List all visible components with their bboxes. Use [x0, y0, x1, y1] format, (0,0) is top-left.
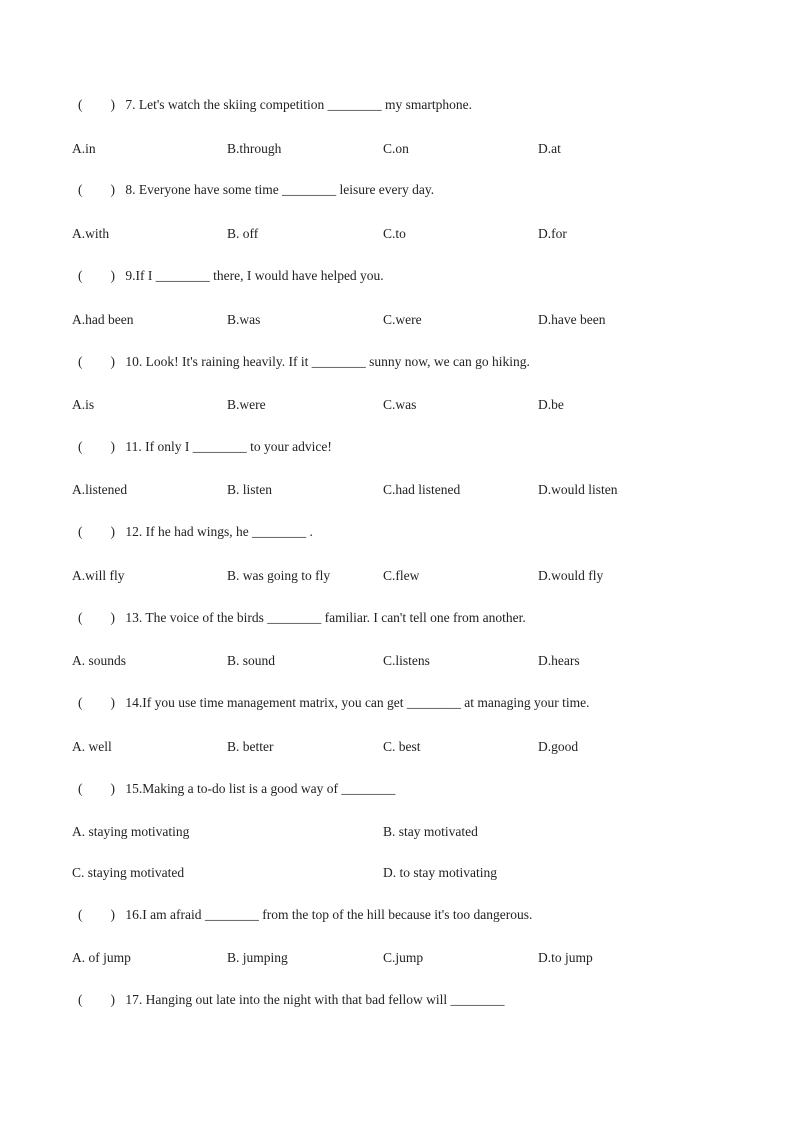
- option-c: C.jump: [383, 950, 424, 965]
- answer-bracket: ( ): [78, 354, 115, 369]
- question-text: 15.Making a to-do list is a good way of ________: [125, 781, 396, 796]
- question-17: [78, 992, 504, 1008]
- options-row-13: [72, 653, 772, 671]
- question-text: 7. Let's watch the skiing competition ________ my smartphone.: [125, 97, 473, 112]
- answer-bracket: ( ): [78, 695, 115, 710]
- option-a: A.listened: [72, 482, 128, 497]
- question-10: [78, 354, 530, 370]
- option-d: D.to jump: [538, 950, 593, 965]
- option-d: D.for: [538, 226, 567, 241]
- question-7: [78, 97, 472, 113]
- option-c: C.listens: [383, 653, 430, 668]
- options-row-7: [72, 141, 772, 159]
- option-b: B. better: [227, 739, 274, 754]
- option-d: D.at: [538, 141, 561, 156]
- question-text: 8. Everyone have some time ________ leisure every day.: [125, 182, 435, 197]
- option-a: A. of jump: [72, 950, 131, 965]
- answer-bracket: ( ): [78, 182, 115, 197]
- option-c: C.were: [383, 312, 422, 327]
- question-9: [78, 268, 384, 284]
- options-row-12: [72, 568, 772, 586]
- question-15: [78, 781, 395, 797]
- answer-bracket: ( ): [78, 610, 115, 625]
- question-text: 13. The voice of the birds ________ familiar. I can't tell one from another.: [125, 610, 526, 625]
- answer-bracket: ( ): [78, 907, 115, 922]
- question-text: 9.If I ________ there, I would have helped you.: [125, 268, 384, 283]
- options-row-15-ab: [72, 824, 772, 842]
- answer-bracket: ( ): [78, 97, 115, 112]
- question-11: [78, 439, 332, 455]
- option-c: C. staying motivated: [72, 865, 185, 880]
- answer-bracket: ( ): [78, 268, 115, 283]
- option-c: C.had listened: [383, 482, 461, 497]
- question-text: 10. Look! It's raining heavily. If it ________ sunny now, we can go hiking.: [125, 354, 530, 369]
- option-c: C.was: [383, 397, 417, 412]
- option-d: D.good: [538, 739, 579, 754]
- answer-bracket: ( ): [78, 439, 115, 454]
- options-row-8: [72, 226, 772, 244]
- option-b: B.were: [227, 397, 266, 412]
- question-14: [78, 695, 590, 711]
- option-d: D.would listen: [538, 482, 618, 497]
- option-a: A. sounds: [72, 653, 127, 668]
- options-row-14: [72, 739, 772, 757]
- options-row-16: [72, 950, 772, 968]
- option-a: A.with: [72, 226, 110, 241]
- option-b: B. was going to fly: [227, 568, 331, 583]
- options-row-15-cd: [72, 865, 772, 883]
- question-text: 17. Hanging out late into the night with that bad fellow will ________: [125, 992, 505, 1007]
- option-a: A. well: [72, 739, 112, 754]
- answer-bracket: ( ): [78, 524, 115, 539]
- answer-bracket: ( ): [78, 992, 115, 1007]
- option-d: D. to stay motivating: [383, 865, 497, 880]
- option-b: B.was: [227, 312, 261, 327]
- options-row-9: [72, 312, 772, 330]
- option-d: D.be: [538, 397, 564, 412]
- option-d: D.hears: [538, 653, 580, 668]
- option-b: B.through: [227, 141, 282, 156]
- option-c: C.on: [383, 141, 409, 156]
- option-c: C.to: [383, 226, 406, 241]
- question-text: 16.I am afraid ________ from the top of the hill because it's too dangerous.: [125, 907, 533, 922]
- option-b: B. stay motivated: [383, 824, 478, 839]
- question-text: 14.If you use time management matrix, you can get ________ at managing your time.: [125, 695, 590, 710]
- option-b: B. sound: [227, 653, 276, 668]
- question-8: [78, 182, 434, 198]
- question-16: [78, 907, 532, 923]
- option-a: A. staying motivating: [72, 824, 190, 839]
- option-a: A.will fly: [72, 568, 125, 583]
- option-c: C.flew: [383, 568, 420, 583]
- option-a: A.in: [72, 141, 96, 156]
- option-a: A.had been: [72, 312, 134, 327]
- question-text: 12. If he had wings, he ________ .: [125, 524, 313, 539]
- option-b: B. jumping: [227, 950, 288, 965]
- option-d: D.have been: [538, 312, 606, 327]
- question-12: [78, 524, 313, 540]
- option-c: C. best: [383, 739, 421, 754]
- option-a: A.is: [72, 397, 95, 412]
- question-13: [78, 610, 526, 626]
- options-row-10: [72, 397, 772, 415]
- option-b: B. off: [227, 226, 259, 241]
- options-row-11: [72, 482, 772, 500]
- option-d: D.would fly: [538, 568, 604, 583]
- answer-bracket: ( ): [78, 781, 115, 796]
- option-b: B. listen: [227, 482, 273, 497]
- question-text: 11. If only I ________ to your advice!: [125, 439, 332, 454]
